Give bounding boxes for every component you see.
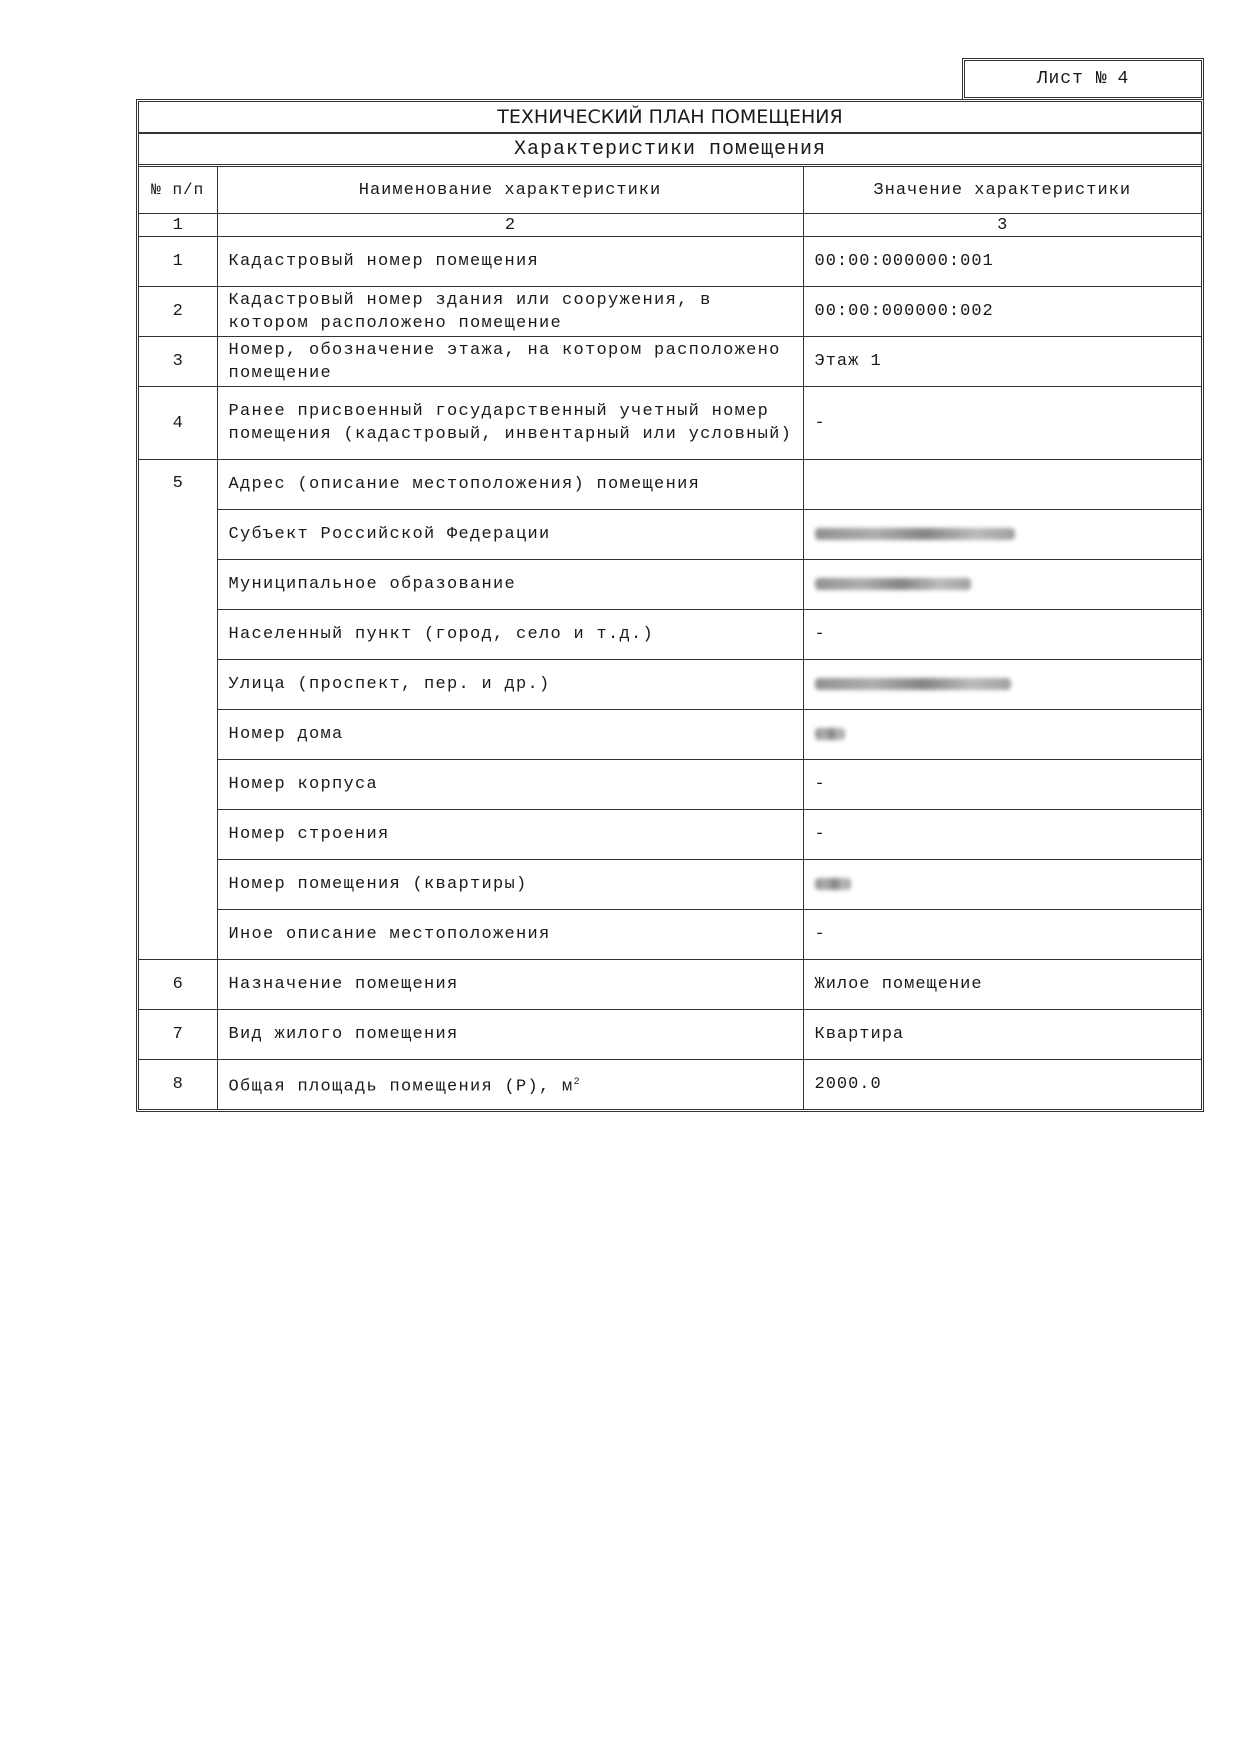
table-row [139,1010,1201,1060]
row-value: Жилое помещение [803,960,1201,1010]
table-row [139,337,1201,387]
address-field-name: Иное описание местоположения [217,910,803,960]
table-row [139,1060,1201,1110]
header-num-label: № п/п [151,181,205,199]
row-value: 00:00:000000:001 [803,237,1201,287]
row-name: Адрес (описание местоположения) помещения [217,460,803,510]
address-row [139,510,1201,560]
row-number: 5 [139,460,217,960]
row-value: - [803,387,1201,460]
address-field-value: - [803,760,1201,810]
address-field-value [803,860,1201,910]
header-value: Значение характеристики [803,167,1201,214]
row-name: Назначение помещения [217,960,803,1010]
row-number: 1 [139,237,217,287]
address-field-name: Номер строения [217,810,803,860]
address-row [139,660,1201,710]
row-name: Номер, обозначение этажа, на котором расположено помещение [217,337,803,387]
address-field-value [803,710,1201,760]
table-row [139,960,1201,1010]
table-row [139,460,1201,510]
row-number: 3 [139,337,217,387]
row-value: 2000.0 [803,1060,1201,1110]
row-value: 00:00:000000:002 [803,287,1201,337]
column-number: 3 [803,214,1201,237]
table-row [139,287,1201,337]
table-row [139,237,1201,287]
address-row [139,910,1201,960]
sheet-number-box [962,58,1204,100]
column-number-row [139,214,1201,237]
address-field-value: - [803,810,1201,860]
redacted-value [815,678,1011,690]
header-name: Наименование характеристики [217,167,803,214]
address-field-name: Муниципальное образование [217,560,803,610]
address-row [139,810,1201,860]
row-value: Квартира [803,1010,1201,1060]
header-num [139,167,217,214]
row-value [803,460,1201,510]
row-number: 8 [139,1060,217,1110]
address-row [139,860,1201,910]
redacted-value [815,528,1015,540]
document-title: ТЕХНИЧЕСКИЙ ПЛАН ПОМЕЩЕНИЯ [139,102,1201,134]
redacted-value [815,728,845,740]
address-field-name: Населенный пункт (город, село и т.д.) [217,610,803,660]
address-field-name: Улица (проспект, пер. и др.) [217,660,803,710]
address-row [139,710,1201,760]
row-value: Этаж 1 [803,337,1201,387]
row-name [217,1060,803,1110]
row-name: Кадастровый номер здания или сооружения, в котором расположено помещение [217,287,803,337]
address-field-name: Субъект Российской Федерации [217,510,803,560]
sheet-label: Лист № [1036,69,1108,89]
document-subtitle: Характеристики помещения [139,134,1201,167]
row-number: 7 [139,1010,217,1060]
characteristics-table [139,167,1201,1109]
column-number: 2 [217,214,803,237]
area-label: Общая площадь помещения (Р), м [228,1077,574,1097]
address-field-name: Номер дома [217,710,803,760]
address-field-value: - [803,910,1201,960]
row-name: Вид жилого помещения [217,1010,803,1060]
row-number: 2 [139,287,217,337]
row-name: Ранее присвоенный государственный учетный номер помещения (кадастровый, инвентарный или условный) [217,387,803,460]
row-number: 4 [139,387,217,460]
row-name: Кадастровый номер помещения [217,237,803,287]
redacted-value [815,578,971,590]
table-header-row [139,167,1201,214]
address-field-value [803,510,1201,560]
row-number: 6 [139,960,217,1010]
address-field-value: - [803,610,1201,660]
column-number: 1 [139,214,217,237]
address-field-name: Номер помещения (квартиры) [217,860,803,910]
area-unit-superscript: 2 [573,1076,581,1088]
address-row [139,560,1201,610]
sheet-number: 4 [1117,69,1130,89]
address-field-value [803,660,1201,710]
redacted-value [815,878,851,890]
document-frame [136,99,1204,1112]
table-row [139,387,1201,460]
address-field-name: Номер корпуса [217,760,803,810]
address-row [139,610,1201,660]
address-field-value [803,560,1201,610]
address-row [139,760,1201,810]
